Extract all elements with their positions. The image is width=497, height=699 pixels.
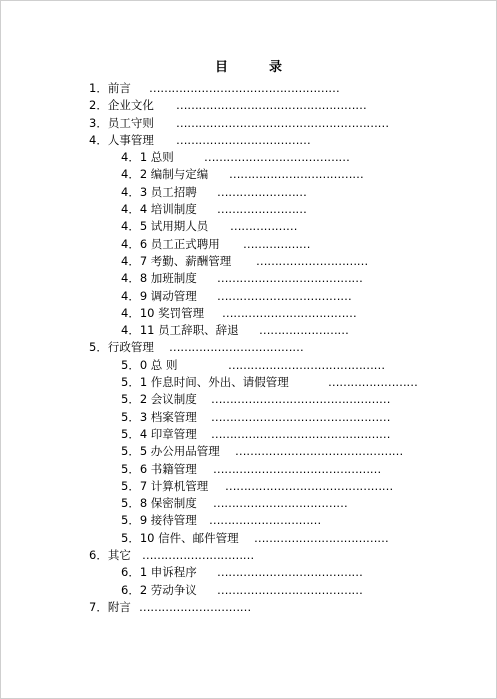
toc-entry-label: 5．1 作息时间、外出、请假管理 xyxy=(121,375,289,390)
toc-entry xyxy=(1,236,496,253)
toc-entry-dots: …………………… xyxy=(259,323,349,338)
toc-entry-label: 5．7 计算机管理 xyxy=(121,478,209,493)
toc-entry xyxy=(1,564,496,581)
toc-title: 目 录 xyxy=(214,60,296,75)
toc-entry-dots: ……………………………… xyxy=(169,340,304,355)
toc-entry xyxy=(1,461,496,478)
toc-entry-label: 7．附言 xyxy=(89,599,131,614)
toc-entry-label: 6．1 申诉程序 xyxy=(121,565,197,580)
toc-entry-dots: ………………………… xyxy=(142,548,255,563)
toc-entry-label: 4．人事管理 xyxy=(89,132,154,147)
toc-entry-label: 5．0 总 则 xyxy=(121,357,178,372)
toc-entry xyxy=(1,201,496,218)
toc-entry xyxy=(1,184,496,201)
table-of-contents xyxy=(1,80,496,616)
toc-entry-dots: ………………………………………… xyxy=(211,409,391,424)
toc-entry-dots: ……………………………… xyxy=(217,288,352,303)
toc-entry-label: 5．4 印章管理 xyxy=(121,426,197,441)
toc-entry xyxy=(1,409,496,426)
toc-entry xyxy=(1,357,496,374)
toc-entry-label: 6．2 劳动争议 xyxy=(121,582,197,597)
toc-entry xyxy=(1,547,496,564)
toc-entry xyxy=(1,582,496,599)
toc-entry-label: 5．10 信件、邮件管理 xyxy=(121,530,239,545)
toc-entry-label: 4．1 总则 xyxy=(121,150,174,165)
toc-entry-dots: ……………………………… xyxy=(222,305,357,320)
toc-entry xyxy=(1,495,496,512)
toc-entry-dots: ……………………………………… xyxy=(225,478,394,493)
toc-entry-dots: ………………………… xyxy=(256,253,369,268)
toc-entry xyxy=(1,80,496,97)
toc-entry-label: 4．8 加班制度 xyxy=(121,271,197,286)
toc-entry-dots: …………………………………… xyxy=(228,357,385,372)
toc-entry-label: 1．前言 xyxy=(89,81,131,95)
toc-entry-label: 5．3 档案管理 xyxy=(121,409,197,424)
toc-entry xyxy=(1,339,496,356)
toc-entry-dots: ……………………………… xyxy=(176,132,311,147)
toc-entry-dots: ……………… xyxy=(230,219,298,234)
toc-entry-label: 4．6 员工正式聘用 xyxy=(121,236,220,251)
toc-entry-dots: ………………………………… xyxy=(204,150,350,165)
toc-entry-label: 4．2 编制与定编 xyxy=(121,167,209,182)
toc-entry-dots: ……………………………… xyxy=(229,167,364,182)
toc-entry-label: 4．10 奖罚管理 xyxy=(121,305,205,320)
toc-entry-dots: ………………………… xyxy=(209,513,322,528)
toc-entry-label: 5．2 会议制度 xyxy=(121,392,197,407)
toc-entry-dots: ……………………………… xyxy=(213,496,348,511)
toc-entry-dots: ……………………………………… xyxy=(235,444,404,459)
toc-entry xyxy=(1,391,496,408)
toc-entry-dots: ……………… xyxy=(243,236,311,251)
toc-entry xyxy=(1,218,496,235)
toc-entry-dots: …………………………………………… xyxy=(149,81,340,95)
toc-entry-dots: …………………… xyxy=(328,375,418,390)
toc-entry-dots: …………………………………………… xyxy=(176,98,367,113)
toc-entry xyxy=(1,305,496,322)
toc-entry-label: 5．6 书籍管理 xyxy=(121,461,197,476)
toc-entry xyxy=(1,512,496,529)
toc-entry-label: 4．4 培训制度 xyxy=(121,202,197,217)
toc-entry xyxy=(1,149,496,166)
toc-entry-dots: …………………… xyxy=(217,202,307,217)
toc-entry-dots: ………………………………………… xyxy=(211,426,391,441)
toc-entry-dots: ………………………………… xyxy=(217,565,363,580)
toc-entry-label: 2．企业文化 xyxy=(89,98,154,113)
toc-entry xyxy=(1,97,496,114)
toc-entry xyxy=(1,288,496,305)
toc-entry xyxy=(1,374,496,391)
toc-entry-label: 4．3 员工招聘 xyxy=(121,184,197,199)
toc-entry-label: 3．员工守则 xyxy=(89,115,154,130)
toc-entry xyxy=(1,132,496,149)
toc-entry-dots: ………………………………… xyxy=(217,271,363,286)
toc-entry xyxy=(1,270,496,287)
toc-entry-label: 4．9 调动管理 xyxy=(121,288,197,303)
toc-entry-dots: ………………………… xyxy=(139,599,252,614)
toc-entry xyxy=(1,115,496,132)
toc-entry-dots: ………………………………………………… xyxy=(176,115,389,130)
toc-entry xyxy=(1,426,496,443)
toc-entry-label: 4．5 试用期人员 xyxy=(121,219,209,234)
toc-entry xyxy=(1,478,496,495)
toc-entry-label: 5．5 办公用品管理 xyxy=(121,444,220,459)
toc-entry xyxy=(1,322,496,339)
toc-entry-label: 4．7 考勤、薪酬管理 xyxy=(121,253,232,268)
toc-entry-label: 5．9 接待管理 xyxy=(121,513,197,528)
toc-entry-label: 5．8 保密制度 xyxy=(121,496,197,511)
toc-entry-dots: …………………… xyxy=(217,184,307,199)
toc-entry xyxy=(1,253,496,270)
toc-entry-dots: ……………………………………… xyxy=(213,461,382,476)
toc-entry-dots: ………………………………………… xyxy=(211,392,391,407)
toc-entry xyxy=(1,599,496,616)
toc-entry-dots: ………………………………… xyxy=(217,582,363,597)
toc-entry-label: 5．行政管理 xyxy=(89,340,154,355)
toc-entry xyxy=(1,166,496,183)
toc-entry-label: 4．11 员工辞职、辞退 xyxy=(121,323,239,338)
toc-entry xyxy=(1,530,496,547)
toc-entry xyxy=(1,443,496,460)
toc-entry-label: 6．其它 xyxy=(89,548,131,563)
toc-entry-dots: ……………………………… xyxy=(254,530,389,545)
